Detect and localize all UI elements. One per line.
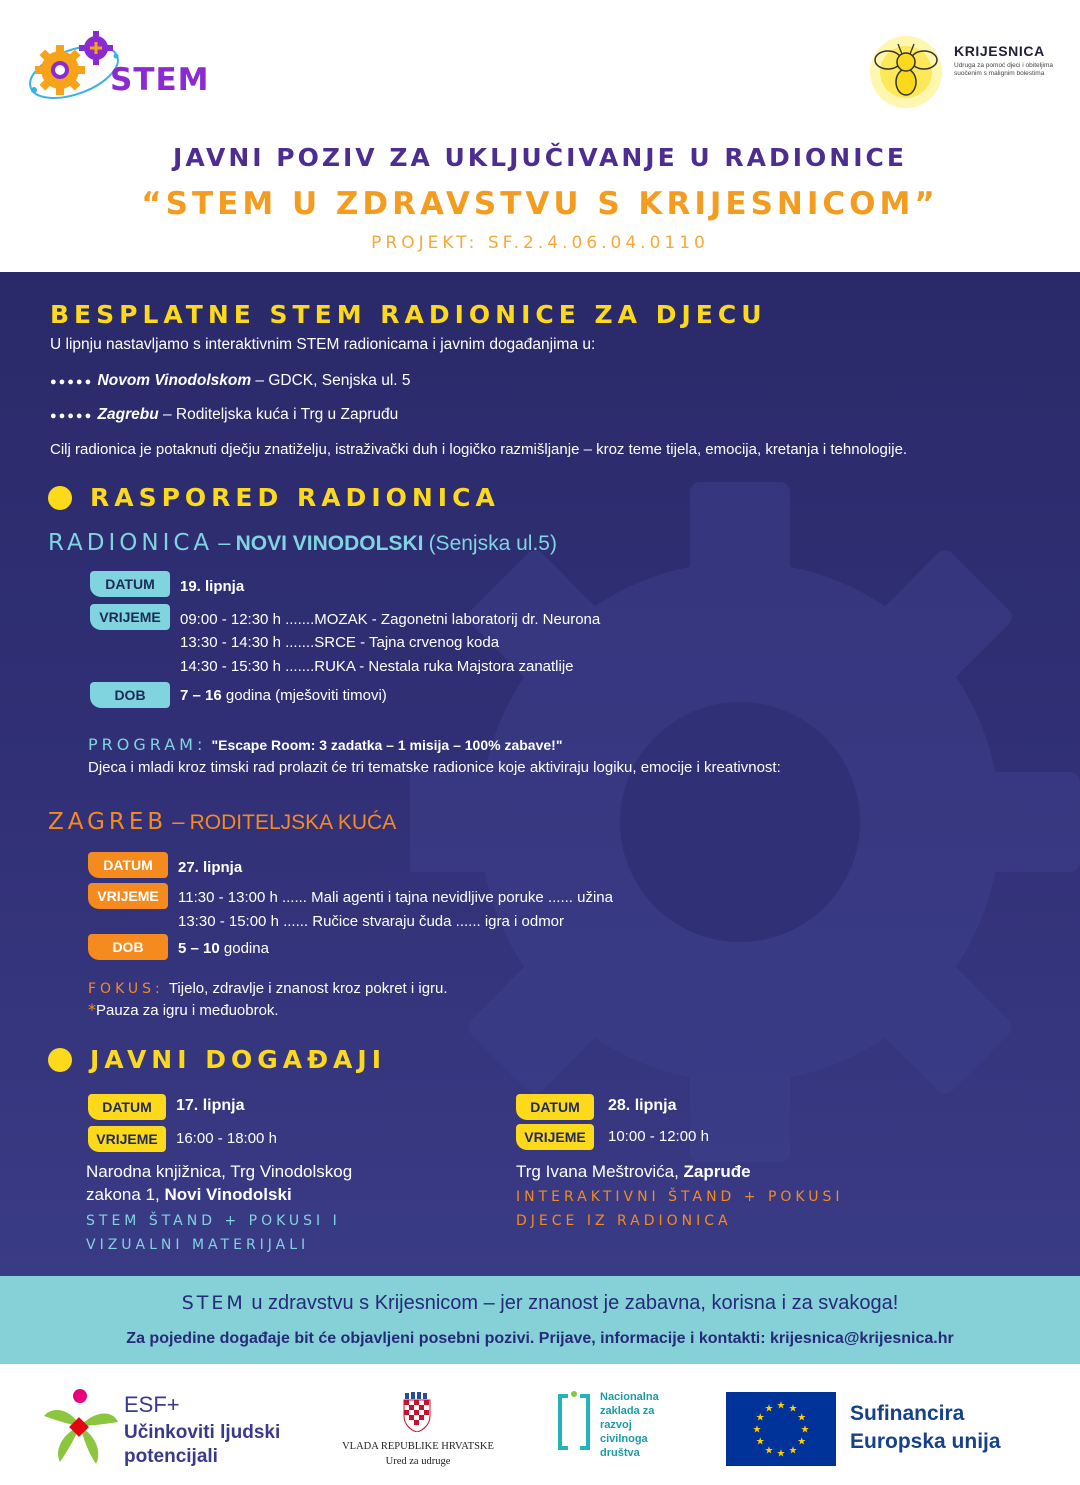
esf-line2: potencijali bbox=[124, 1446, 218, 1467]
nacionalna-zaklada-text bbox=[600, 1390, 659, 1460]
ev1-datum-tag: DATUM bbox=[88, 1094, 166, 1120]
nv-dob-rest: godina (mješoviti timovi) bbox=[221, 687, 387, 704]
footer-slogan bbox=[0, 1292, 1080, 1315]
eu-star-icon: ★ bbox=[776, 1400, 786, 1412]
fokus-text: Tijelo, zdravlje i znanost kroz pokret i igru. bbox=[168, 980, 448, 997]
zg-dob bbox=[178, 940, 269, 957]
ev1-place-line1: Narodna knjižnica, Trg Vinodolskog bbox=[86, 1162, 353, 1181]
zg-datum-tag: DATUM bbox=[88, 852, 168, 878]
intro-heading: BESPLATNE STEM RADIONICE ZA DJECU bbox=[50, 300, 767, 329]
ev1-vrijeme-tag: VRIJEME bbox=[88, 1126, 166, 1152]
yellow-dot-icon bbox=[48, 1048, 72, 1072]
nz-line1: Nacionalna bbox=[600, 1391, 659, 1403]
zg-fokus bbox=[88, 978, 448, 997]
fokus-label: FOKUS: bbox=[88, 981, 164, 997]
yellow-dot-icon bbox=[48, 486, 72, 510]
ev2-datum: 28. lipnja bbox=[608, 1097, 677, 1114]
nv-time-row: 14:30 - 15:30 h .......RUKA - Nestala ruka Majstora zanatlije bbox=[180, 658, 574, 675]
events-heading: JAVNI DOGAĐAJI bbox=[90, 1045, 387, 1074]
nv-address: (Senjska ul.5) bbox=[428, 532, 557, 555]
zg-time-row: 11:30 - 13:00 h ...... Mali agenti i tajna nevidljive poruke ...... užina bbox=[178, 889, 613, 906]
intro-goal: Cilj radionica je potaknuti dječju znatiželju, istraživački duh i logičko razmišljanje – kroz teme tijela, emocija, kretanja i tehnologije. bbox=[50, 441, 908, 458]
ev2-place bbox=[516, 1162, 751, 1182]
bullet-place: Novom Vinodolskom bbox=[97, 372, 252, 389]
nv-program bbox=[88, 735, 562, 754]
bullet-rest: – Roditeljska kuća i Trg u Zapruđu bbox=[158, 406, 399, 423]
ev2-vrijeme-tag: VRIJEME bbox=[516, 1124, 594, 1150]
main-panel bbox=[0, 272, 1080, 1276]
eu-star-icon: ★ bbox=[788, 1445, 798, 1457]
nv-label: RADIONICA bbox=[48, 530, 214, 556]
krijesnica-logo bbox=[866, 28, 1066, 110]
zg-dash: – bbox=[172, 809, 185, 834]
nz-line5: društva bbox=[600, 1447, 640, 1459]
nv-dob-range: 7 – 16 bbox=[180, 687, 222, 704]
program-label: PROGRAM: bbox=[88, 735, 207, 754]
nv-dob-tag: DOB bbox=[90, 682, 170, 708]
project-code: PROJEKT: SF.2.4.06.04.0110 bbox=[371, 233, 709, 253]
bullet-dots-icon: ●●●●● bbox=[50, 376, 94, 388]
zg-pauza bbox=[88, 1000, 279, 1019]
ev1-place-city: Novi Vinodolski bbox=[164, 1185, 292, 1204]
eu-star-icon: ★ bbox=[797, 1412, 807, 1424]
sponsor-logos bbox=[0, 1364, 1080, 1485]
eu-star-icon: ★ bbox=[800, 1424, 810, 1436]
zg-vrijeme-tag: VRIJEME bbox=[88, 883, 168, 909]
stem-logo-text: STEM bbox=[110, 62, 210, 98]
nv-city: NOVI VINODOLSKI bbox=[235, 532, 424, 555]
esf-line1: Učinkoviti ljudski bbox=[124, 1422, 281, 1443]
zg-time-row: 13:30 - 15:00 h ...... Ručice stvaraju čuda ...... igra i odmor bbox=[178, 913, 565, 930]
eu-star-icon: ★ bbox=[764, 1403, 774, 1415]
ev2-desc-line2: DJECE IZ RADIONICA bbox=[516, 1213, 732, 1229]
nv-time-row: 13:30 - 14:30 h .......SRCE - Tajna crvenog koda bbox=[180, 634, 500, 651]
ev1-vrijeme: 16:00 - 18:00 h bbox=[176, 1130, 277, 1147]
ev1-place-address: zakona 1, bbox=[86, 1185, 165, 1204]
eu-star-icon: ★ bbox=[752, 1424, 762, 1436]
eu-line2: Europska unija bbox=[850, 1430, 1001, 1453]
ev1-datum: 17. lipnja bbox=[176, 1097, 245, 1114]
krijesnica-name: KRIJESNICA bbox=[954, 43, 1045, 59]
nacionalna-zaklada-logo-icon bbox=[556, 1390, 592, 1454]
eu-line1: Sufinancira bbox=[850, 1402, 965, 1425]
nv-datum-tag: DATUM bbox=[90, 571, 170, 597]
eu-star-icon: ★ bbox=[755, 1436, 765, 1448]
zg-datum: 27. lipnja bbox=[178, 859, 243, 876]
nv-heading bbox=[48, 530, 557, 556]
zg-dob-rest: godina bbox=[219, 940, 269, 957]
stem-logo bbox=[24, 26, 224, 112]
krijesnica-tagline: Udruga za pomoć djeci i obiteljima suočenim s malignim bolestima bbox=[954, 62, 1053, 77]
header bbox=[0, 0, 1080, 272]
bullet-dots-icon: ●●●●● bbox=[50, 410, 94, 422]
program-desc: Djeca i mladi kroz timski rad prolazit će tri tematske radionice koje aktiviraju logiku, emocije i kreativnost: bbox=[88, 759, 781, 776]
ev1-place-line2 bbox=[86, 1185, 292, 1205]
schedule-heading: RASPORED RADIONICA bbox=[90, 483, 500, 512]
esf-logo-icon bbox=[40, 1386, 120, 1466]
nv-datum: 19. lipnja bbox=[180, 578, 245, 595]
croatian-coat-of-arms-icon bbox=[402, 1392, 432, 1432]
footer-contact: Za pojedine događaje bit će objavljeni posebni pozivi. Prijave, informacije i kontakti: krijesnica@krijesnica.hr bbox=[126, 1330, 954, 1347]
intro-bullet-2 bbox=[50, 406, 398, 424]
bullet-rest: – GDCK, Senjska ul. 5 bbox=[251, 372, 411, 389]
nv-vrijeme-tag: VRIJEME bbox=[90, 604, 170, 630]
eu-star-icon: ★ bbox=[764, 1445, 774, 1457]
eu-star-icon: ★ bbox=[788, 1403, 798, 1415]
ev2-place-square: Trg Ivana Meštrovića, bbox=[516, 1162, 684, 1181]
eu-star-icon: ★ bbox=[755, 1412, 765, 1424]
ev2-datum-tag: DATUM bbox=[516, 1094, 594, 1120]
pauza-text: Pauza za igru i međuobrok. bbox=[96, 1002, 279, 1019]
ev2-place-district: Zapruđe bbox=[683, 1162, 751, 1181]
program-quote: "Escape Room: 3 zadatka – 1 misija – 100% zabave!" bbox=[211, 737, 563, 753]
ev2-desc-line1: INTERAKTIVNI ŠTAND + POKUSI bbox=[516, 1189, 844, 1205]
zg-dob-range: 5 – 10 bbox=[178, 940, 220, 957]
ev1-desc-line2: VIZUALNI MATERIJALI bbox=[86, 1237, 310, 1253]
ev2-vrijeme: 10:00 - 12:00 h bbox=[608, 1128, 709, 1145]
esf-title: ESF+ bbox=[124, 1392, 180, 1417]
zg-place: RODITELJSKA KUĆA bbox=[189, 811, 397, 834]
page-subtitle: “STEM U ZDRAVSTVU S KRIJESNICOM” bbox=[141, 186, 939, 222]
nz-line4: civilnoga bbox=[600, 1433, 648, 1445]
asterisk: * bbox=[88, 1000, 96, 1019]
page-title: JAVNI POZIV ZA UKLJUČIVANJE U RADIONICE bbox=[173, 143, 907, 172]
gear-background-icon bbox=[410, 392, 1080, 1212]
vlada-line1: VLADA REPUBLIKE HRVATSKE bbox=[342, 1441, 494, 1452]
intro-lead: U lipnju nastavljamo s interaktivnim STEM radionicama i javnim događanjima u: bbox=[50, 336, 596, 353]
nz-line3: razvoj bbox=[600, 1419, 632, 1431]
footer-stem: STEM bbox=[181, 1292, 246, 1314]
nv-dash: – bbox=[218, 530, 231, 555]
zg-heading bbox=[48, 809, 396, 835]
ev1-desc-line1: STEM ŠTAND + POKUSI I bbox=[86, 1213, 341, 1229]
eu-star-icon: ★ bbox=[797, 1436, 807, 1448]
nv-time-row: 09:00 - 12:30 h .......MOZAK - Zagonetni laboratorij dr. Neurona bbox=[180, 611, 601, 628]
nv-dob bbox=[180, 687, 387, 704]
bullet-place: Zagrebu bbox=[97, 406, 159, 423]
footer-slogan-text: u zdravstvu s Krijesnicom – jer znanost je zabavna, korisna i za svakoga! bbox=[245, 1292, 899, 1314]
zg-dob-tag: DOB bbox=[88, 934, 168, 960]
nz-line2: zaklada za bbox=[600, 1405, 655, 1417]
firefly-icon bbox=[866, 28, 952, 110]
zg-label: ZAGREB bbox=[48, 809, 168, 835]
vlada-line2: Ured za udruge bbox=[385, 1456, 451, 1467]
footer-band bbox=[0, 1276, 1080, 1364]
eu-star-icon: ★ bbox=[776, 1448, 786, 1460]
intro-bullet-1 bbox=[50, 372, 411, 390]
eu-flag-icon bbox=[726, 1392, 836, 1466]
